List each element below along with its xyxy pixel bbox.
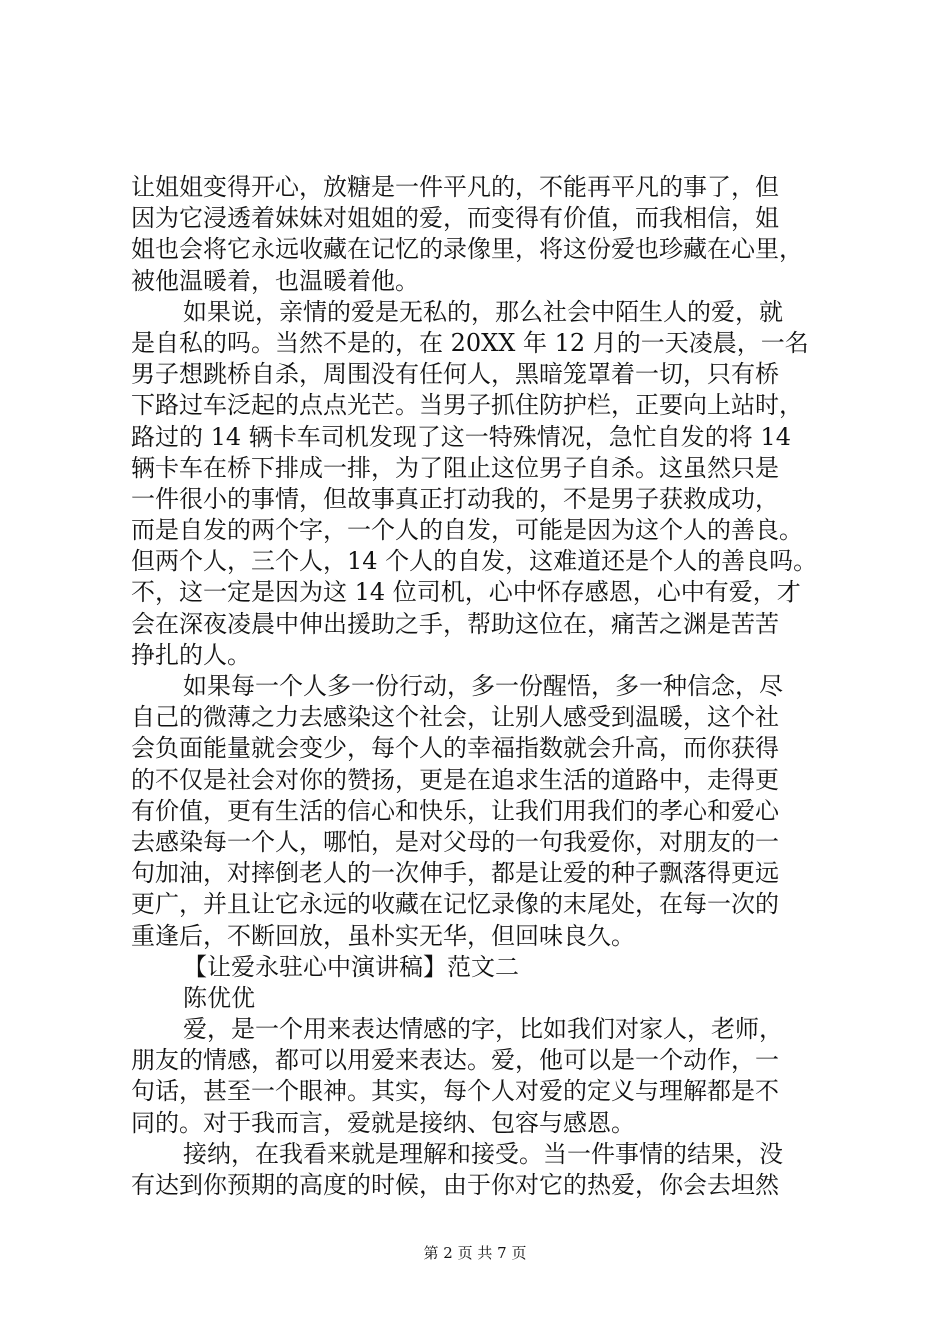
- author-name: 陈优优: [183, 983, 255, 1012]
- text-line: 如果说，亲情的爱是无私的，那么社会中陌生人的爱，就: [183, 297, 783, 326]
- text-line: 男子想跳桥自杀，周围没有任何人，黑暗笼罩着一切，只有桥: [131, 360, 779, 389]
- text-line: 一件很小的事情，但故事真正打动我的，不是男子获救成功，: [131, 484, 779, 513]
- text-line: 的不仅是社会对你的赞扬，更是在追求生活的道路中，走得更: [131, 765, 779, 794]
- text-line: 因为它浸透着妹妹对姐姐的爱，而变得有价值，而我相信，姐: [131, 204, 779, 233]
- section-heading: 【让爱永驻心中演讲稿】范文二: [183, 952, 519, 981]
- text-line: 有达到你预期的高度的时候，由于你对它的热爱，你会去坦然: [131, 1171, 779, 1199]
- text-line: 朋友的情感，都可以用爱来表达。爱，他可以是一个动作，一: [131, 1046, 779, 1075]
- text-line: 会负面能量就会变少，每个人的幸福指数就会升高，而你获得: [131, 734, 779, 763]
- text-line: 爱，是一个用来表达情感的字，比如我们对家人，老师，: [183, 1015, 783, 1044]
- text-line: 句加油，对摔倒老人的一次伸手，都是让爱的种子飘落得更远: [131, 859, 779, 888]
- text-line: 让姐姐变得开心，放糖是一件平凡的，不能再平凡的事了，但: [131, 173, 779, 201]
- text-line: 辆卡车在桥下排成一排，为了阻止这位男子自杀。这虽然只是: [131, 453, 779, 482]
- text-line: 接纳，在我看来就是理解和接受。当一件事情的结果，没: [183, 1139, 783, 1168]
- text-line: 重逢后，不断回放，虽朴实无华，但回味良久。: [131, 921, 635, 950]
- text-line: 路过的 14 辆卡车司机发现了这一特殊情况，急忙自发的将 14: [131, 422, 791, 451]
- text-line: 更广，并且让它永远的收藏在记忆录像的末尾处，在每一次的: [131, 890, 779, 919]
- text-line: 去感染每一个人，哪怕，是对父母的一句我爱你，对朋友的一: [131, 827, 779, 856]
- text-line: 下路过车泛起的点点光芒。当男子抓住防护栏，正要向上站时，: [131, 391, 803, 420]
- text-line: 句话，甚至一个眼神。其实，每个人对爱的定义与理解都是不: [131, 1077, 779, 1106]
- page-footer: 第 2 页 共 7 页: [423, 1244, 527, 1262]
- text-line: 被他温暖着，也温暖着他。: [131, 266, 419, 295]
- text-line: 同的。对于我而言，爱就是接纳、包容与感恩。: [131, 1108, 635, 1137]
- text-line: 有价值，更有生活的信心和快乐，让我们用我们的孝心和爱心: [131, 796, 779, 825]
- text-line: 如果每一个人多一份行动，多一份醒悟，多一种信念，尽: [183, 672, 783, 700]
- text-line: 而是自发的两个字，一个人的自发，可能是因为这个人的善良。: [131, 516, 803, 545]
- text-line: 但两个人，三个人，14 个人的自发，这难道还是个人的善良吗。: [131, 547, 818, 576]
- document-body: [131, 172, 831, 1201]
- text-line: 不，这一定是因为这 14 位司机，心中怀存感恩，心中有爱，才: [131, 578, 801, 607]
- text-line: 是自私的吗。当然不是的，在 20XX 年 12 月的一天凌晨，一名: [131, 328, 809, 357]
- text-line: 会在深夜凌晨中伸出援助之手，帮助这位在，痛苦之渊是苦苦: [131, 609, 779, 638]
- text-line: 挣扎的人。: [131, 640, 251, 669]
- text-line: 姐也会将它永远收藏在记忆的录像里，将这份爱也珍藏在心里，: [131, 235, 803, 264]
- text-line: 自己的微薄之力去感染这个社会，让别人感受到温暖，这个社: [131, 703, 779, 732]
